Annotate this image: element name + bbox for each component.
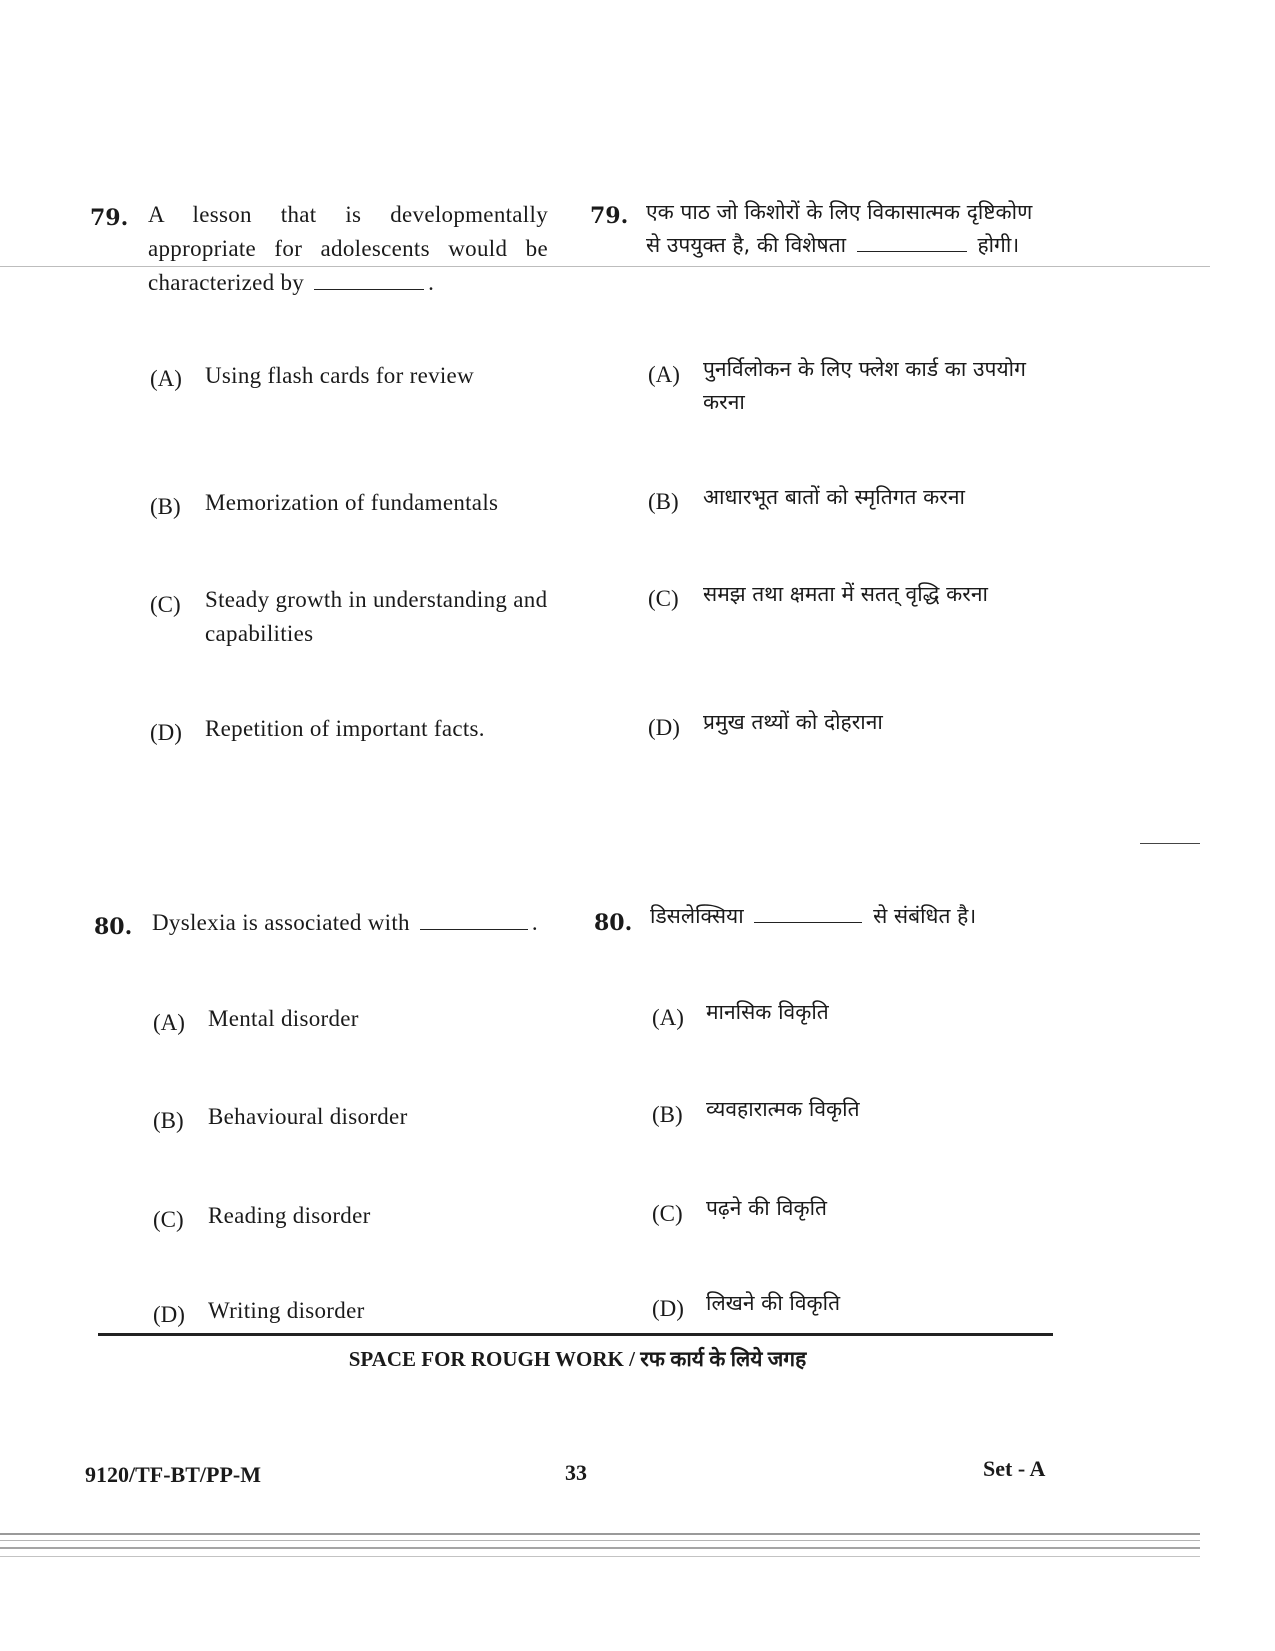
scan-edge [0,1556,1200,1557]
rough-work-divider [98,1333,1053,1336]
question-80-hindi-number: 80. [594,910,633,936]
question-79-hindi-number: 79. [590,203,629,229]
option-letter: (B) [150,494,181,519]
option-letter: (C) [150,592,181,617]
question-80-hindi-stem: डिसलेक्सिया [650,904,744,928]
option-text-hindi: मानसिक विकृति [706,1000,829,1024]
option-letter-hindi: (C) [648,586,679,611]
option-text: Reading disorder [208,1203,371,1228]
option-text-hindi: पुनर्विलोकन के लिए फ्लेश कार्ड का उपयोग करना [703,357,1026,414]
question-80-stem: Dyslexia is associated with [152,910,410,935]
question-79-text [148,198,548,300]
scan-edge [0,1533,1200,1535]
option-letter-hindi: (A) [648,362,680,387]
option-text-hindi: लिखने की विकृति [706,1291,841,1315]
option-text: Memorization of fundamentals [205,490,499,515]
option-text-hindi: प्रमुख तथ्यों को दोहराना [703,710,883,734]
option-letter-hindi: (B) [648,489,679,514]
option-letter: (D) [150,720,182,745]
set-label: Set - A [983,1456,1046,1481]
rough-work-label: SPACE FOR ROUGH WORK / रफ कार्य के लिये जगह [348,1347,807,1371]
question-79-stem: A lesson that is developmentally appropriate for adolescents would be characterized by [148,202,548,295]
question-79-hindi-end: होगी। [977,233,1020,257]
answer-blank-hindi [754,921,862,923]
option-letter-hindi: (D) [648,715,680,740]
option-letter: (A) [153,1010,185,1035]
margin-mark [1140,843,1200,844]
question-79-hindi-text [646,196,1051,262]
scan-edge [0,1547,1200,1549]
option-letter-hindi: (D) [652,1296,684,1321]
paper-code: 9120/TF-BT/PP-M [85,1462,261,1487]
option-text: Writing disorder [208,1298,365,1323]
answer-blank [420,928,528,930]
question-80-hindi-text [650,900,1060,933]
answer-blank [314,288,424,290]
option-text: Mental disorder [208,1006,359,1031]
option-letter: (B) [153,1108,184,1133]
option-letter-hindi: (B) [652,1102,683,1127]
stem-end-mark: . [531,910,538,935]
question-79-number: 79. [90,205,129,231]
option-letter: (C) [153,1207,184,1232]
answer-blank-hindi [857,250,967,252]
stem-end-mark: . [428,270,435,295]
page-number: 33 [565,1460,587,1485]
option-letter-hindi: (A) [652,1005,684,1030]
option-text-hindi: आधारभूत बातों को स्मृतिगत करना [703,485,965,509]
option-letter: (A) [150,366,182,391]
question-79-hindi-stem: एक पाठ जो किशोरों के लिए विकासात्मक दृष्टिकोण से उपयुक्त है, की विशेषता [646,200,1033,257]
option-text-hindi: व्यवहारात्मक विकृति [706,1097,860,1121]
option-text: Behavioural disorder [208,1104,408,1129]
question-80-number: 80. [94,914,133,940]
option-letter-hindi: (C) [652,1201,683,1226]
question-80-text [152,906,572,940]
option-text-hindi: पढ़ने की विकृति [706,1196,827,1220]
option-text: Steady growth in understanding and capabilities [205,587,548,646]
option-letter: (D) [153,1302,185,1327]
scan-edge [0,1540,1200,1541]
option-text-hindi: समझ तथा क्षमता में सतत् वृद्धि करना [703,582,988,606]
option-text: Repetition of important facts. [205,716,485,741]
question-80-hindi-end: से संबंधित है। [873,904,977,928]
option-text: Using flash cards for review [205,363,474,388]
